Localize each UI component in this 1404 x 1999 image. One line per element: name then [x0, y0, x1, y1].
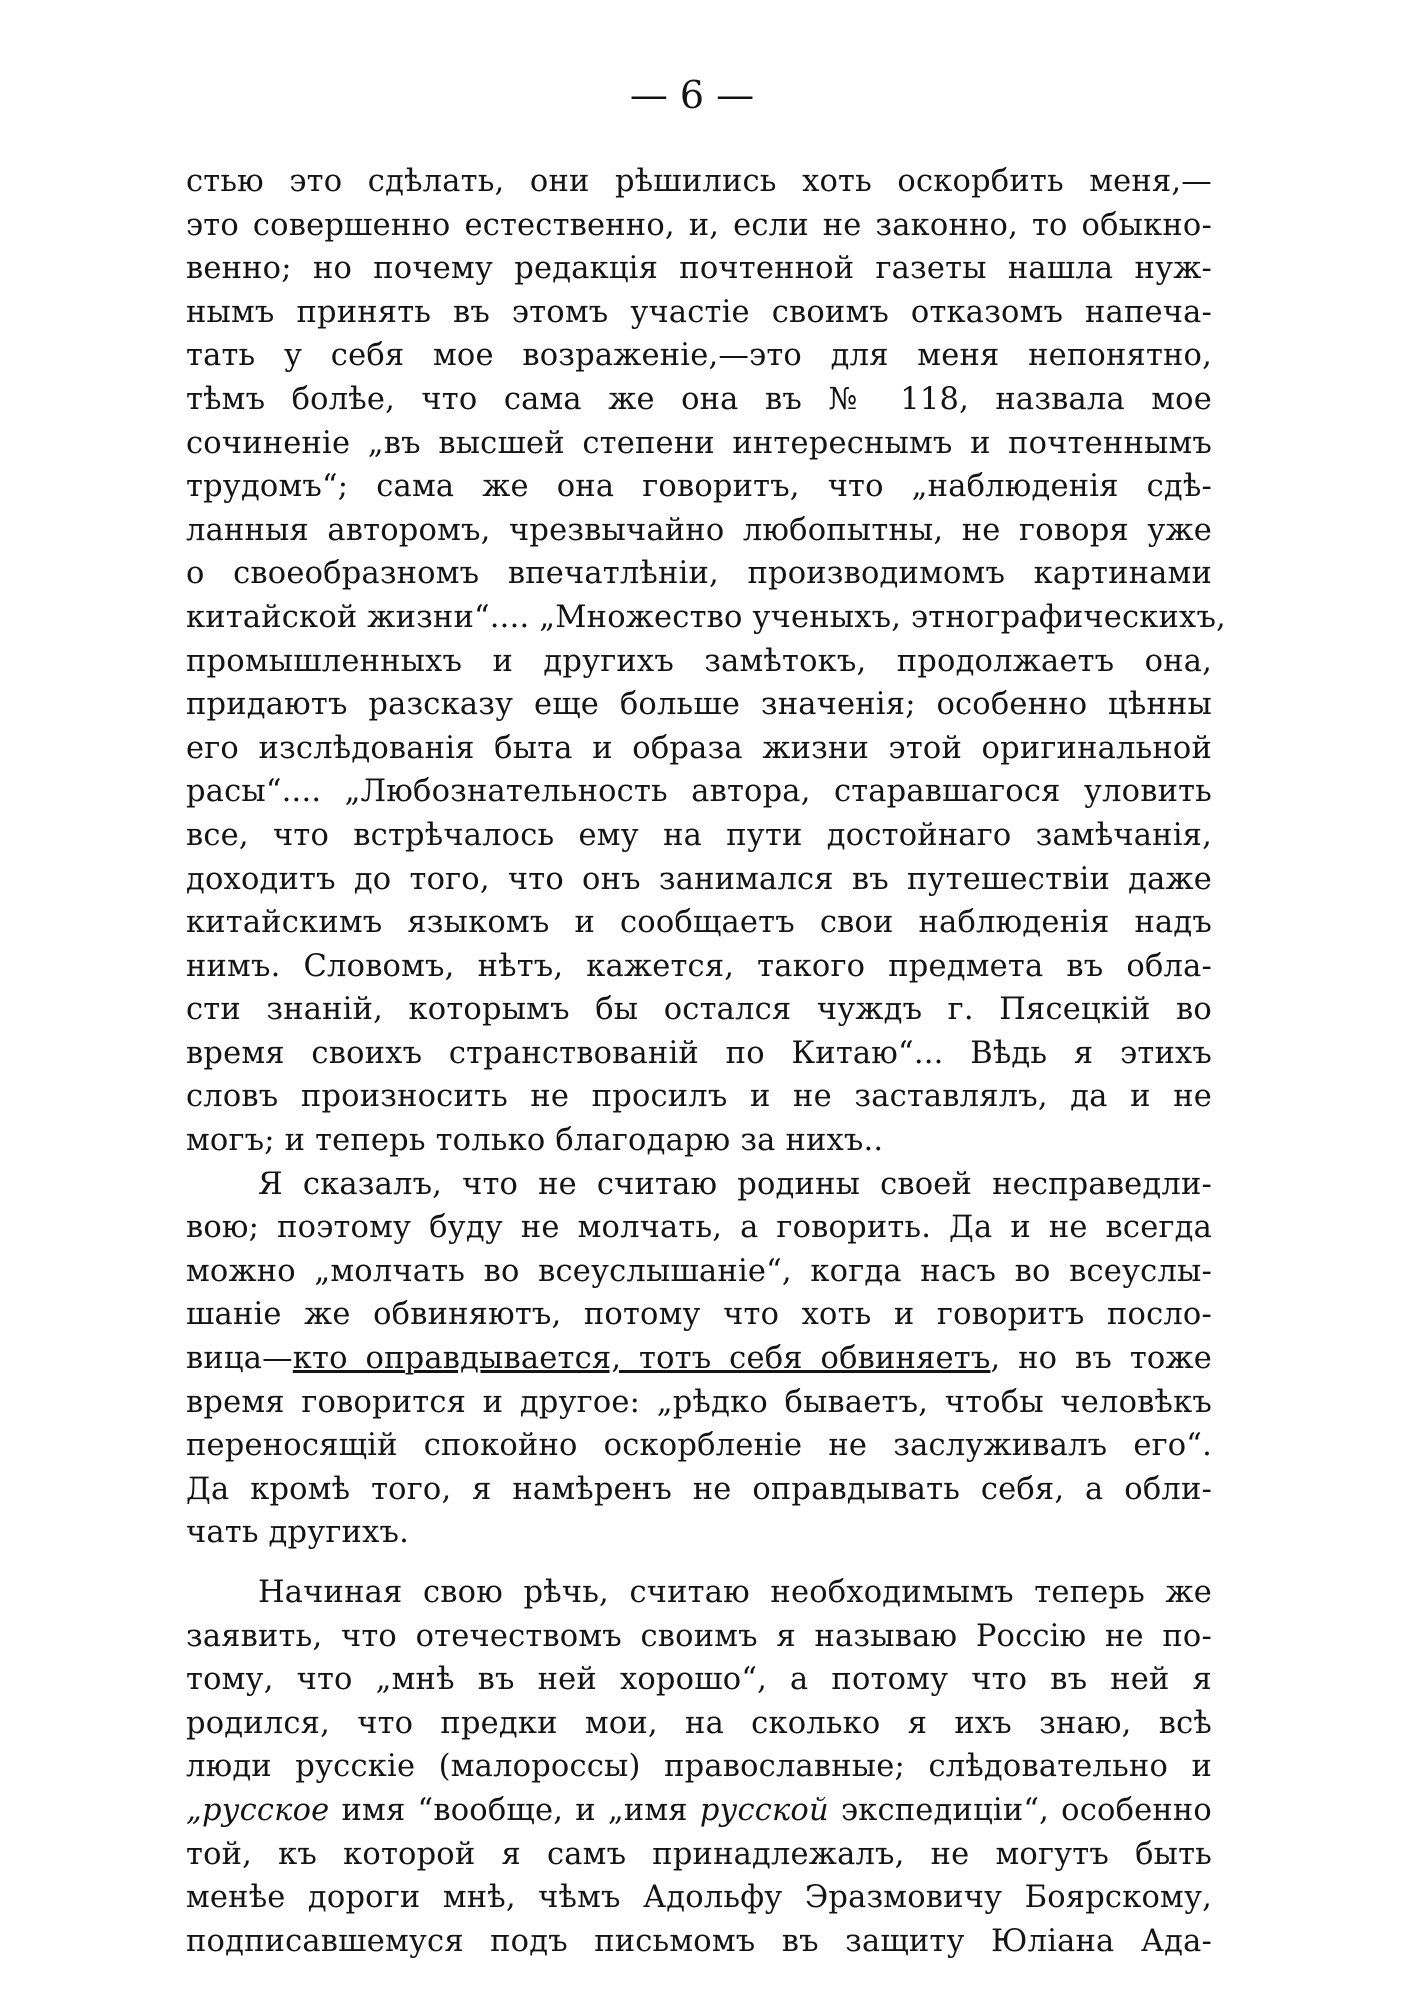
text-line: можно „молчать во всеуслышаніе“, когда насъ во всеуслы-: [186, 1253, 1212, 1289]
paragraph-1: [186, 160, 1226, 1163]
text-line: все, что встрѣчалось ему на пути достойнаго замѣчанія,: [186, 817, 1212, 853]
body-text: [186, 160, 1226, 1963]
text-line: его изслѣдованія быта и образа жизни этой оригинальной: [186, 730, 1212, 766]
text-line: расы“.... „Любознательность автора, старавшагося уловить: [186, 774, 1212, 810]
text-line: время говорится и другое: „рѣдко бываетъ, чтобы человѣкъ: [186, 1384, 1212, 1420]
text-line: вою; поэтому буду не молчать, а говорить. Да и не всегда: [186, 1210, 1212, 1246]
page-number: — 6 —: [629, 73, 755, 117]
text-line: это совершенно естественно, и, если не законно, то обыкно-: [186, 207, 1212, 243]
underlined-proverb: кто оправдывается, тотъ себя обвиняетъ: [292, 1341, 991, 1377]
text-line: подписавшемуся подъ письмомъ въ защиту Юліана Ада-: [186, 1923, 1212, 1959]
text-line: о своеобразномъ впечатлѣніи, производимомъ картинами: [186, 556, 1212, 592]
text-line: Начиная свою рѣчь, считаю необходимымъ теперь же: [258, 1575, 1212, 1610]
text-line: люди русскіе (малороссы) православные; слѣдовательно и: [186, 1749, 1212, 1785]
text-line: тать у себя мое возраженіе,—это для меня непонятно,: [186, 338, 1212, 374]
text-line: стью это сдѣлать, они рѣшились хоть оскорбить меня,—: [186, 164, 1212, 199]
paragraph-gap: [186, 1555, 1212, 1571]
text-line: тому, что „мнѣ въ ней хорошо“, а потому что въ ней я: [186, 1662, 1212, 1698]
text-line: [186, 1789, 1212, 1833]
text-line: словъ произносить не просилъ и не заставлялъ, да и не: [186, 1079, 1212, 1115]
text-line: китайскимъ языкомъ и сообщаетъ свои наблюденія надъ: [186, 905, 1212, 941]
text-line: могъ; и теперь только благодарю за нихъ..: [186, 1123, 884, 1159]
text-segment: , но въ тоже: [990, 1341, 1212, 1377]
text-line: ланныя авторомъ, чрезвычайно любопытны, не говоря уже: [186, 512, 1212, 548]
text-line: сти знаній, которымъ бы остался чуждъ г. Пясецкій во: [186, 992, 1212, 1028]
text-segment: имя “вообще, и „имя: [329, 1792, 700, 1828]
text-line: нымъ принять въ этомъ участіе своимъ отказомъ напеча-: [186, 294, 1212, 330]
text-line: сочиненіе „въ высшей степени интереснымъ и почтеннымъ: [186, 425, 1212, 461]
text-line: трудомъ“; сама же она говоритъ, что „наблюденія сдѣ-: [186, 469, 1212, 505]
text-line: [186, 1337, 1212, 1381]
text-line: венно; но почему редакція почтенной газеты нашла нуж-: [186, 251, 1212, 287]
text-segment: экспедиціи“, особенно: [828, 1792, 1212, 1828]
paragraph-3: [186, 1571, 1212, 1963]
italic-segment: русской: [699, 1792, 829, 1828]
text-line: заявить, что отечествомъ своимъ я называю Россію не по-: [186, 1618, 1212, 1654]
text-line: менѣе дороги мнѣ, чѣмъ Адольфу Эразмовичу Боярскому,: [186, 1880, 1212, 1916]
text-segment: вица—: [186, 1341, 293, 1377]
text-line: промышленныхъ и другихъ замѣтокъ, продолжаетъ она,: [186, 643, 1212, 679]
paragraph-2: [186, 1163, 1212, 1555]
text-line: китайской жизни“.... „Множество ученыхъ, этнографическихъ,: [186, 599, 1226, 635]
text-line: родился, что предки мои, на сколько я ихъ знаю, всѣ: [186, 1705, 1212, 1741]
text-line: нимъ. Словомъ, нѣтъ, кажется, такого предмета въ обла-: [186, 948, 1212, 984]
text-line: шаніе же обвиняютъ, потому что хоть и говоритъ посло-: [186, 1297, 1212, 1333]
text-line: придаютъ разсказу еще больше значенія; особенно цѣнны: [186, 687, 1212, 723]
italic-segment: „русское: [186, 1792, 330, 1828]
text-line: доходитъ до того, что онъ занимался въ путешествіи даже: [186, 861, 1212, 897]
text-line: Я сказалъ, что не считаю родины своей несправедли-: [258, 1166, 1212, 1202]
text-line: Да кромѣ того, я намѣренъ не оправдывать себя, а обли-: [186, 1471, 1212, 1507]
text-line: той, къ которой я самъ принадлежалъ, не могутъ быть: [186, 1836, 1212, 1872]
text-line: тѣмъ болѣе, что сама же она въ № 118, назвала мое: [186, 381, 1212, 417]
text-line: переносящій спокойно оскорбленіе не заслуживалъ его“.: [186, 1428, 1212, 1464]
text-line: время своихъ странствованій по Китаю“... Вѣдь я этихъ: [186, 1035, 1212, 1071]
text-line: чать другихъ.: [186, 1515, 409, 1551]
